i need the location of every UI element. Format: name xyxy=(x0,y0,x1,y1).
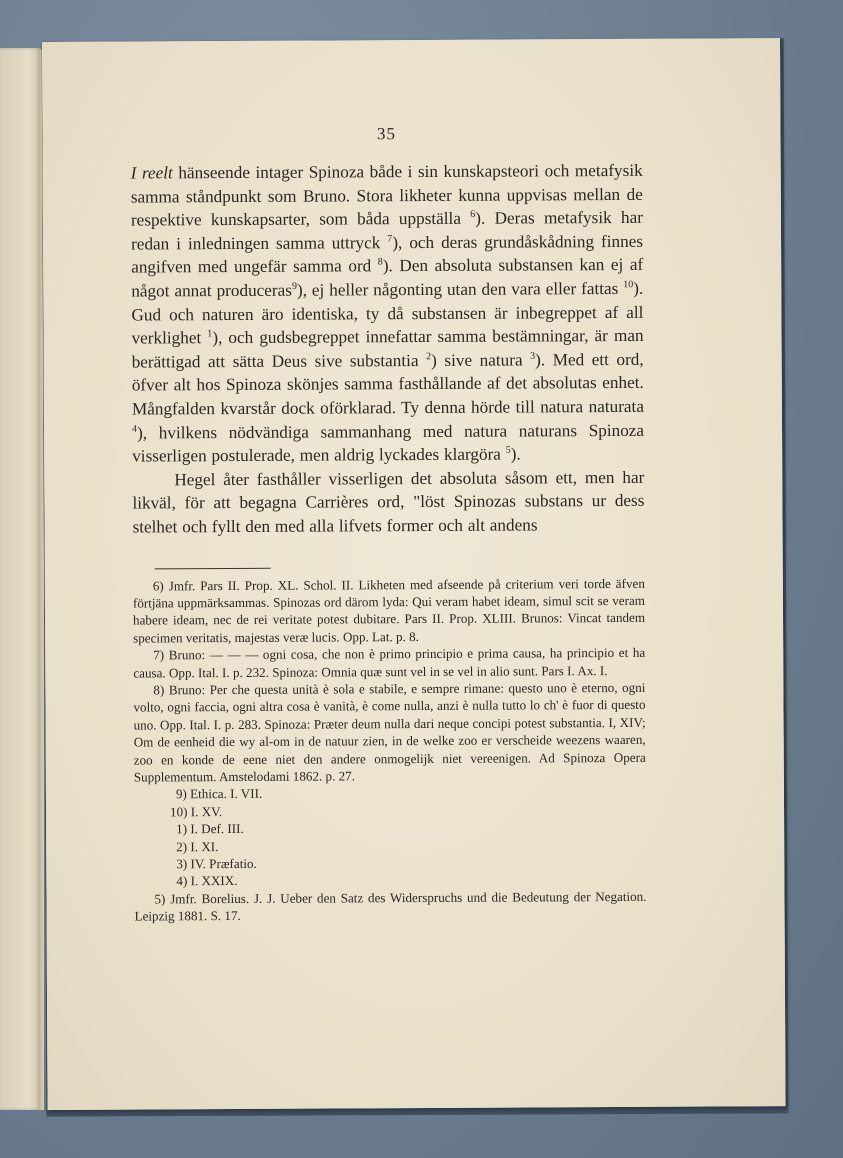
footnote-ref[interactable]: 8 xyxy=(377,256,383,268)
text-segment: ), och gudsbegreppet innefattar samma bestämningar, är man berättigad att sätta Deus sive substantia xyxy=(131,326,644,372)
footnote-10: 10) I. XV. xyxy=(169,803,223,820)
footnote-ref[interactable]: 4 xyxy=(131,423,138,435)
footnote-ref[interactable]: 1 xyxy=(207,328,213,340)
footnote-9: 9) Ethica. I. VII. xyxy=(175,786,263,802)
text-segment: ). Deras metafysik har redan i inledningen samma uttryck xyxy=(131,208,643,254)
paragraph-1 xyxy=(131,159,645,468)
footnote-ref[interactable]: 9 xyxy=(291,280,297,292)
text-segment: ). Gud och naturen äro identiska, ty då substansen är inbegreppet af all verklighet xyxy=(131,278,644,348)
footnote-3: 3) IV. Præfatio. xyxy=(176,855,257,872)
text-segment: ), ej heller någonting utan den vara eller fattas xyxy=(296,278,624,300)
footnote-5: 5) Jmfr. Borelius. J. J. Ueber den Satz des Widerspruchs und die Bedeutung der Negation. Leipzig 1881. S. 17. xyxy=(134,888,647,924)
paragraph-1-intro: I reelt xyxy=(130,163,173,183)
text-segment: ), hvilkens nödvändiga sammanhang med natura naturans Spinoza visserligen postulerade, men aldrig lyckades klargöra xyxy=(132,420,645,466)
footnote-6: 6) Jmfr. Pars II. Prop. XL. Schol. II. Likheten med afseende på criterium veri torde äfven förtjäna uppmärksammas. Spinozas ord därom lyda: Qui veram habet ideam, simul scit se veram habere ideam, nec de rei veritate potest dubitare. Pars II. Prop. XLIII. Brunos: Vincat tandem specimen veritatis, majestas veræ lucis. Opp. Lat. p. 8. xyxy=(132,575,646,646)
footnote-8: 8) Bruno: Per che questa unità è sola e stabile, e sempre rimane: questo uno è eterno, ogni volto, ogni faccia, ogni altra cosa è vanità, è come nulla, anzi è nulla tutto lo ch' è fuor di questo uno. Opp. Ital. I. p. 283. Spinoza: Præter deum nulla dari neque concipi potest substantia. I, XIV; Om de eenheid die wy al-om in de natuur zien, in de welke zoo er verscheide weezens waaren, zoo en konde de eene niet den andere onmogelijk niet vereenigen. Ad Spinoza Opera Supplementum. Amstelodami 1862. p. 27. xyxy=(133,679,646,785)
footnote-divider xyxy=(155,567,271,569)
footnote-1: 1) I. Def. III. xyxy=(176,821,244,837)
text-segment: ). Den absoluta substansen kan ej af något annat produceras xyxy=(131,255,644,301)
book-page xyxy=(42,38,786,1110)
footnote-ref[interactable]: 10 xyxy=(623,279,634,291)
footnote-ref[interactable]: 2 xyxy=(426,350,432,363)
footnote-4: 4) I. XXIX. xyxy=(176,873,238,889)
text-segment: hänseende intager Spinoza både i sin kunskapsteori och metafysik samma ståndpunkt som Bruno. Stora likheter kunna uppvisas mellan de respektive kunskapsarter, som båda uppställa xyxy=(130,160,643,230)
footnote-2: 2) I. XI. xyxy=(176,838,219,854)
footnotes xyxy=(133,574,647,925)
footnote-7: 7) Bruno: — — — ogni cosa, che non è primo principio e prima causa, ha principio et ha causa. Opp. Ital. I. p. 232. Spinoza: Omnia quæ sunt vel in se vel in alio sunt. Pars I. Ax. I. xyxy=(133,644,646,681)
previous-page-edge xyxy=(0,48,41,1110)
footnote-ref[interactable]: 6 xyxy=(470,209,476,221)
text-segment: ), och deras grundåskådning finnes angifven med ungefär samma ord xyxy=(131,231,644,277)
main-text xyxy=(131,159,645,539)
page-number: 35 xyxy=(376,124,397,144)
footnote-ref[interactable]: 3 xyxy=(530,350,536,362)
footnote-ref[interactable]: 5 xyxy=(505,444,511,456)
footnote-ref[interactable]: 7 xyxy=(387,233,393,245)
page-content xyxy=(130,123,646,925)
text-segment: ). xyxy=(510,444,521,464)
text-segment: ) sive natura xyxy=(431,350,531,370)
paragraph-2: Hegel åter fasthåller visserligen det absoluta såsom ett, men har likväl, för att begagna Carrières ord, "löst Spinozas substans ur dess stelhet och fyllt den med alla lifvets former och alt andens xyxy=(132,467,645,537)
text-segment: ). Med ett ord, öfver alt hos Spinoza skönjes samma fasthållande af det absolutas enhet. Mångfalden kvarstår dock oförklarad. Ty denna hörde till natura naturata xyxy=(131,349,644,419)
